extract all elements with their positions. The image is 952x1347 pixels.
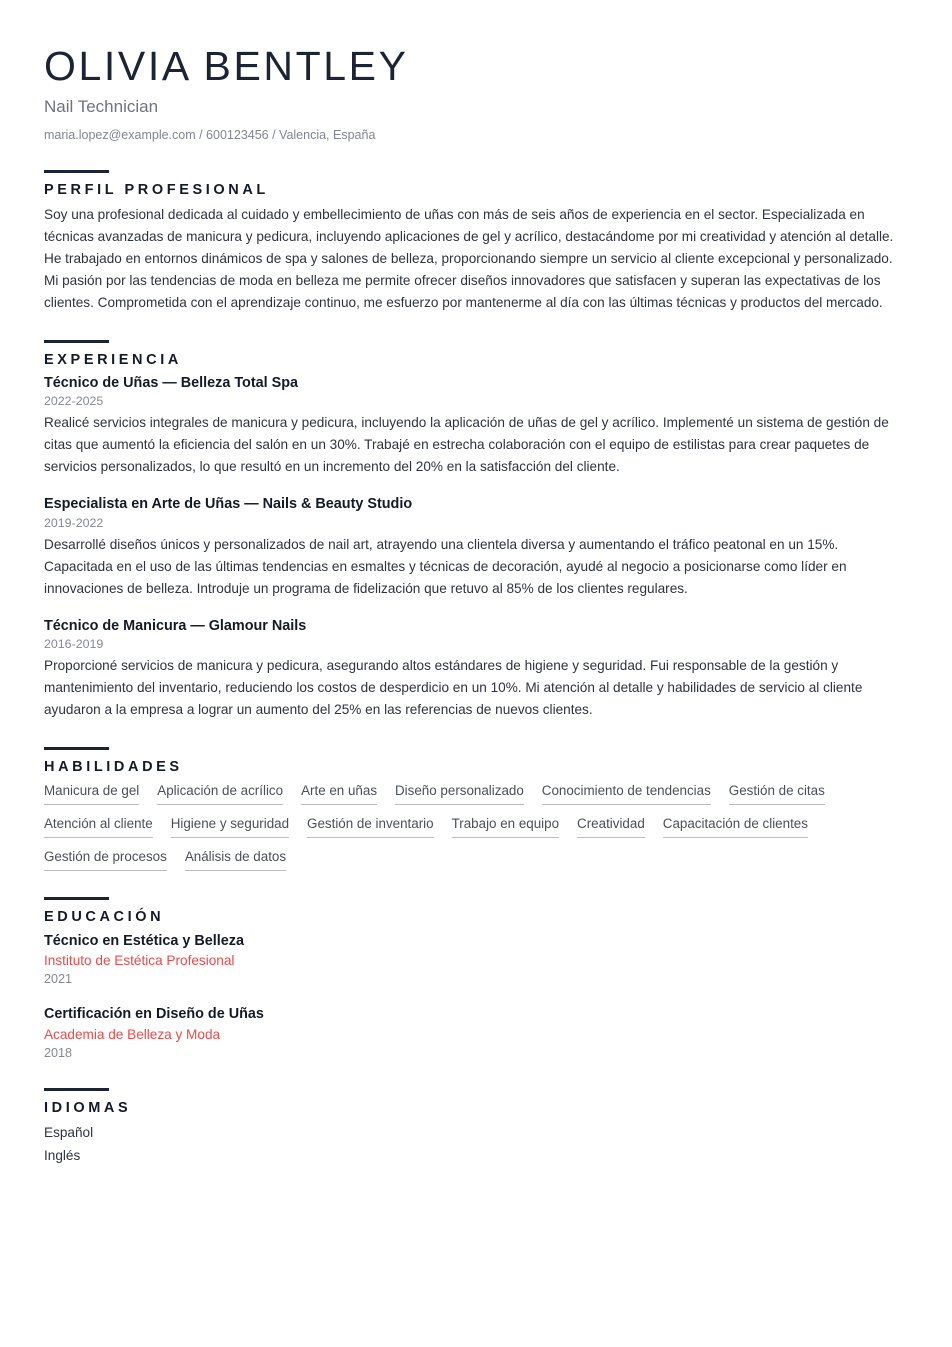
skill-item: Gestión de inventario bbox=[307, 814, 434, 838]
education-institution: Instituto de Estética Profesional bbox=[44, 952, 235, 968]
experience-job-title: Técnico de Manicura — Glamour Nails bbox=[44, 617, 307, 634]
education-item bbox=[44, 931, 908, 989]
education-degree: Técnico en Estética y Belleza bbox=[44, 932, 244, 949]
skill-item: Arte en uñas bbox=[301, 781, 377, 805]
experience-date-range: 2019-2022 bbox=[44, 515, 104, 530]
section-title-skills: HABILIDADES bbox=[44, 759, 183, 776]
skill-item: Creatividad bbox=[577, 814, 645, 838]
experience-date-range: 2016-2019 bbox=[44, 637, 104, 652]
section-rule-icon bbox=[44, 170, 109, 173]
section-education bbox=[44, 897, 908, 1062]
experience-description: Realicé servicios integrales de manicura y pedicura, incluyendo la aplicación de uñas de gel y acrílico. Implementé un sistema de gestión de citas que aumentó la eficiencia del salón en un 30%. Trabajé en estrecha colaboración con el equipo de estilistas para crear paquetes de servicios personalizados, lo que resultó en un incremento del 20% en la satisfacción del cliente. bbox=[44, 415, 889, 475]
experience-description: Desarrollé diseños únicos y personalizados de nail art, atrayendo una clientela diversa y aumentando el tráfico peatonal en un 15%. Capacitada en el uso de las últimas tendencias en esmaltes y técnicas de decoración, ayudé al negocio a posicionarse como líder en innovaciones de belleza. Introduje un programa de fidelización que retuvo al 85% de los clientes regulares. bbox=[44, 536, 847, 596]
candidate-role: Nail Technician bbox=[44, 96, 159, 116]
section-title-languages: IDIOMAS bbox=[44, 1100, 132, 1117]
section-title-profile: PERFIL PROFESIONAL bbox=[44, 181, 269, 198]
section-title-education: EDUCACIÓN bbox=[44, 908, 165, 925]
skill-item: Diseño personalizado bbox=[395, 781, 524, 805]
section-rule-icon bbox=[44, 1088, 109, 1091]
skill-item: Capacitación de clientes bbox=[663, 814, 808, 838]
candidate-name: OLIVIA BENTLEY bbox=[44, 43, 409, 89]
education-year: 2021 bbox=[44, 972, 73, 987]
skill-item: Análisis de datos bbox=[185, 847, 286, 871]
experience-item bbox=[44, 374, 908, 478]
section-skills bbox=[44, 747, 908, 870]
section-experience bbox=[44, 340, 908, 721]
language-item: Inglés bbox=[44, 1147, 81, 1163]
section-title-experience: EXPERIENCIA bbox=[44, 351, 182, 368]
education-degree: Certificación en Diseño de Uñas bbox=[44, 1006, 264, 1023]
experience-item bbox=[44, 495, 908, 599]
resume-header bbox=[44, 44, 908, 144]
contact-line: maria.lopez@example.com / 600123456 / Valencia, España bbox=[44, 128, 376, 142]
skills-list bbox=[44, 781, 906, 870]
skill-item: Trabajo en equipo bbox=[452, 814, 559, 838]
skill-item: Gestión de citas bbox=[729, 781, 825, 805]
experience-item bbox=[44, 617, 908, 721]
language-item: Español bbox=[44, 1125, 94, 1141]
skill-item: Aplicación de acrílico bbox=[157, 781, 283, 805]
section-profile bbox=[44, 170, 908, 314]
section-rule-icon bbox=[44, 340, 109, 343]
section-rule-icon bbox=[44, 897, 109, 900]
education-year: 2018 bbox=[44, 1045, 73, 1060]
experience-job-title: Técnico de Uñas — Belleza Total Spa bbox=[44, 374, 299, 391]
skill-item: Manicura de gel bbox=[44, 781, 139, 805]
profile-summary-text: Soy una profesional dedicada al cuidado y embellecimiento de uñas con más de seis años de experiencia en el sector. Especializada en técnicas avanzadas de manicura y pedicura, incluyendo aplicaciones de gel y acrílico, destacándome por mi creatividad y atención al detalle. He trabajado en entornos dinámicos de spa y salones de belleza, proporcionando siempre un servicio al cliente excepcional y personalizado. Mi pasión por las tendencias de moda en belleza me permite ofrecer diseños innovadores que satisfacen y superan las expectativas de los clientes. Comprometida con el aprendizaje continuo, me esfuerzo por mantenerme al día con las últimas técnicas y productos del mercado. bbox=[44, 206, 894, 310]
skill-item: Gestión de procesos bbox=[44, 847, 167, 871]
skill-item: Higiene y seguridad bbox=[171, 814, 289, 838]
experience-description: Proporcioné servicios de manicura y pedicura, asegurando altos estándares de higiene y seguridad. Fui responsable de la gestión y mantenimiento del inventario, reduciendo los costos de desperdicio en un 10%. Mi atención al detalle y habilidades de servicio al cliente ayudaron a la empresa a lograr un aumento del 25% en las referencias de nuevos clientes. bbox=[44, 658, 863, 718]
section-rule-icon bbox=[44, 747, 109, 750]
skill-item: Atención al cliente bbox=[44, 814, 153, 838]
experience-job-title: Especialista en Arte de Uñas — Nails & Beauty Studio bbox=[44, 496, 413, 513]
education-item bbox=[44, 1004, 908, 1062]
section-languages bbox=[44, 1088, 908, 1168]
skill-item: Conocimiento de tendencias bbox=[542, 781, 711, 805]
experience-date-range: 2022-2025 bbox=[44, 394, 104, 409]
education-institution: Academia de Belleza y Moda bbox=[44, 1026, 221, 1042]
